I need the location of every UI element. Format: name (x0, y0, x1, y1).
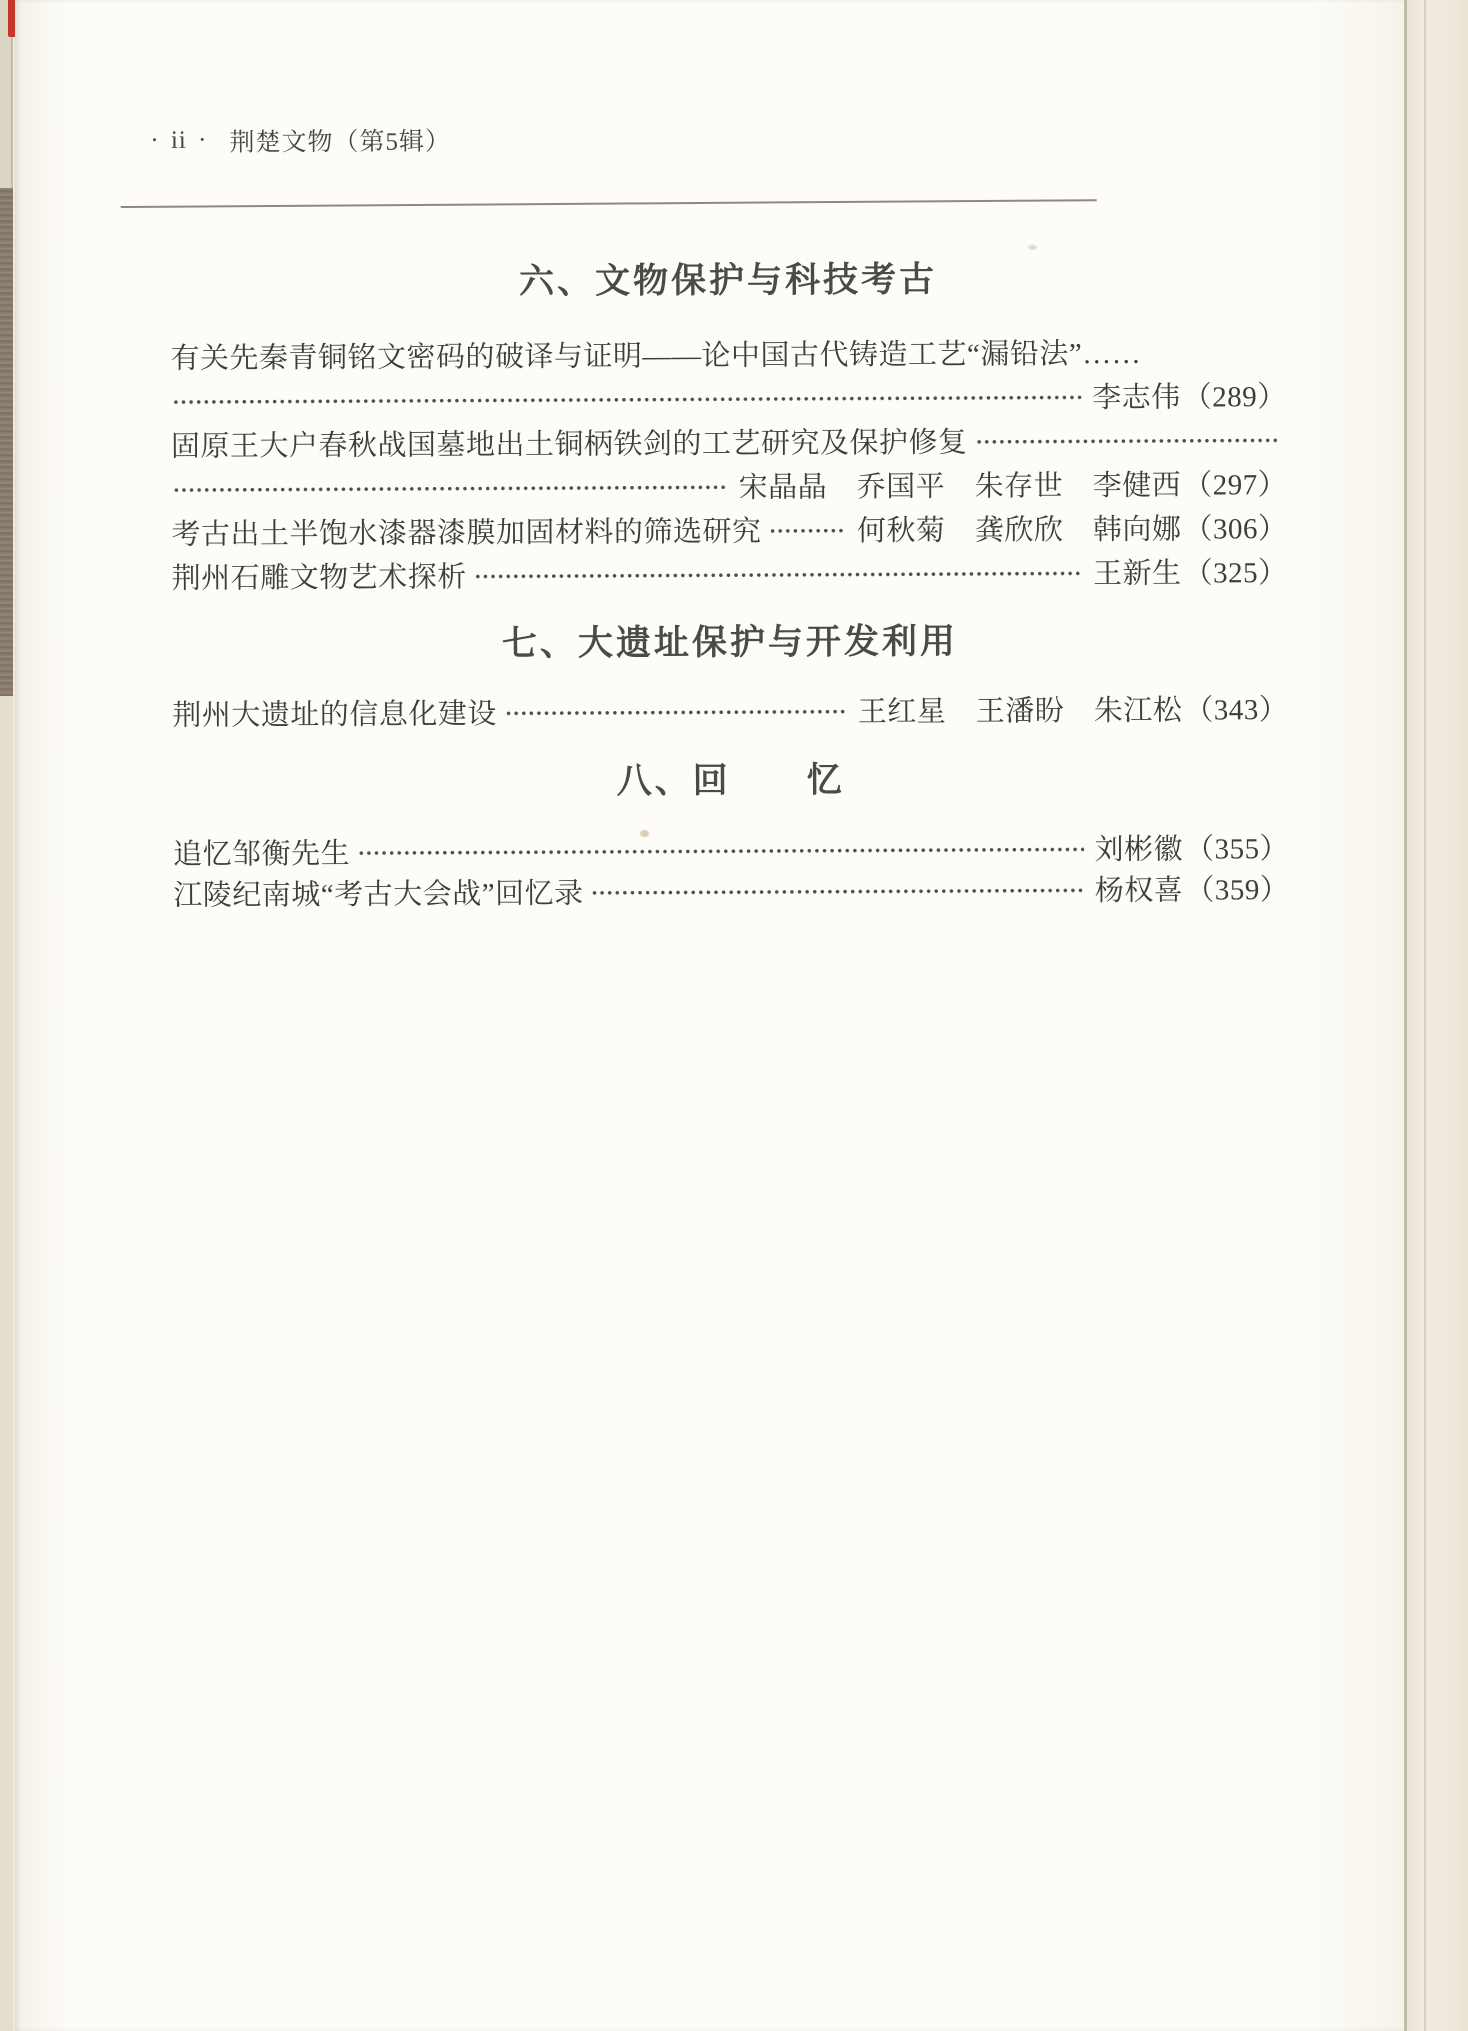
dot-leader (975, 437, 1277, 446)
section-heading-6: 六、文物保护与科技考古 (518, 259, 938, 302)
toc-entry-1-author-line (171, 372, 1287, 422)
entry-authors: 杨权喜 (1094, 874, 1184, 907)
entry-title: 有关先秦青铜铭文密码的破译与证明——论中国古代铸造工艺“漏铅法”…… (170, 337, 1142, 375)
entry-page-number: （306） (1183, 512, 1288, 546)
toc-page-content (150, 0, 1290, 1003)
entry-authors: 何秋菊 龚欣欣 韩向娜 (856, 513, 1182, 547)
entry-page-number: （297） (1183, 468, 1288, 502)
dot-leader (505, 708, 848, 717)
toc-entry-2-title-line (171, 416, 1287, 466)
dot-leader (769, 527, 846, 534)
dot-leader (475, 570, 1083, 580)
toc-entry-1-title-line (170, 328, 1286, 378)
binding-cloth-band (0, 188, 13, 696)
entry-authors: 王红星 王潘盼 朱江松 (857, 694, 1183, 728)
entry-page-number: （289） (1182, 380, 1287, 414)
toc-entry-4 (172, 548, 1288, 598)
section-heading-8: 八、回 忆 (616, 760, 845, 801)
running-header (150, 121, 451, 159)
entry-page-number: （343） (1184, 693, 1289, 727)
entry-page-number: （359） (1185, 873, 1290, 907)
entry-page-number: （355） (1184, 832, 1290, 866)
entry-authors: 宋晶晶 乔国平 朱存世 李健西 (738, 469, 1182, 504)
toc-entry-3 (171, 504, 1287, 554)
toc-entry-7 (173, 865, 1289, 915)
entry-authors: 刘彬徽 (1094, 833, 1184, 866)
entry-title: 追忆邹衡先生 (173, 837, 351, 871)
entry-title: 荆州石雕文物艺术探析 (171, 560, 467, 595)
entry-title: 固原王大户春秋战国墓地出土铜柄铁剑的工艺研究及保护修复 (170, 426, 968, 463)
entry-title: 荆州大遗址的信息化建设 (172, 697, 497, 732)
folio-page-number: · ii · (150, 126, 208, 155)
entry-title: 江陵纪南城“考古大会战”回忆录 (173, 877, 584, 912)
entry-authors: 王新生 (1093, 557, 1182, 590)
scan-right-gutter (1407, 0, 1468, 2031)
dot-leader (358, 846, 1084, 857)
entry-page-number: （325） (1183, 556, 1288, 590)
entry-authors: 李志伟 (1092, 381, 1181, 414)
dot-leader (173, 484, 728, 494)
toc-entry-5 (172, 685, 1288, 735)
running-header-rule (121, 199, 1097, 208)
toc-entry-2-author-line (171, 460, 1287, 510)
entry-title: 考古出土半饱水漆器漆膜加固材料的筛选研究 (171, 515, 762, 551)
binding-strip-bottom (0, 696, 13, 2031)
dot-leader (592, 887, 1085, 897)
section-heading-7: 七、大遗址保护与开发利用 (501, 621, 959, 664)
running-header-book-title: 荆楚文物（第5辑） (229, 128, 452, 157)
gutter-shadow-line (1424, 0, 1426, 2031)
dot-leader (173, 394, 1082, 406)
